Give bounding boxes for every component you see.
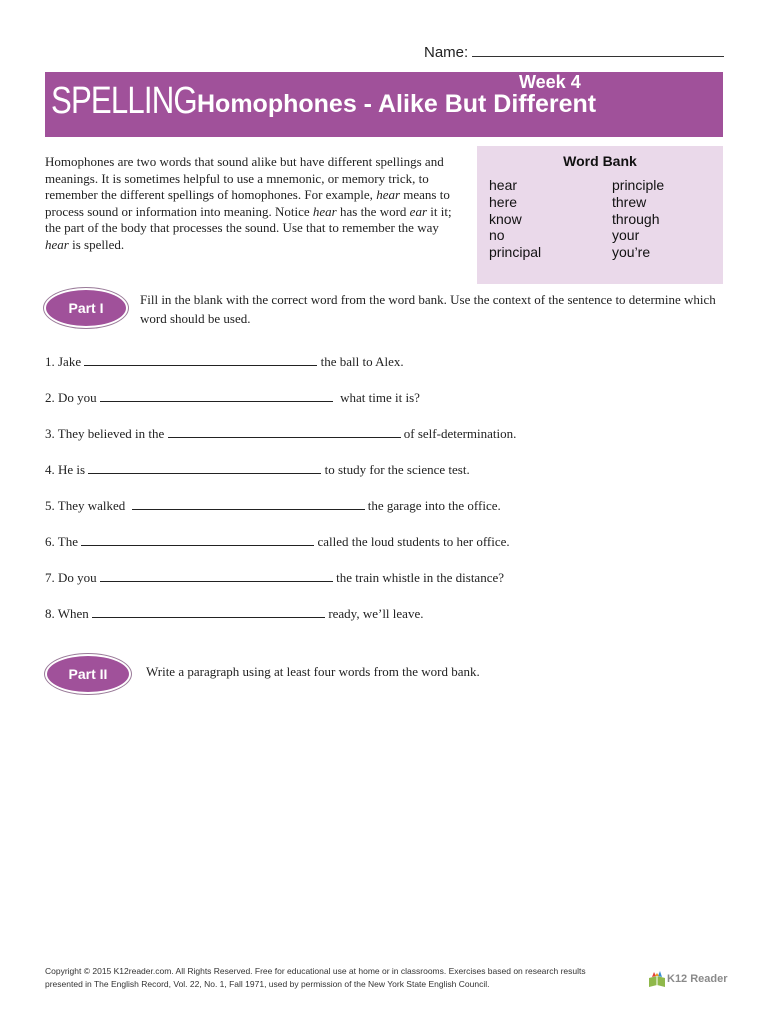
question-prefix: 4. He is (45, 462, 86, 477)
question-suffix: the garage into the office. (367, 498, 501, 513)
part-1-instructions: Fill in the blank with the correct word from the word bank. Use the context of the sentence to determine which word should be used. (140, 292, 716, 326)
intro-paragraph (45, 154, 465, 253)
word-bank-word: no (489, 227, 505, 244)
topic-title: Homophones - Alike But Different (197, 90, 597, 118)
word-bank-word: through (612, 210, 660, 227)
question-suffix: called the loud students to her office. (317, 534, 510, 549)
copyright-footer: Copyright © 2015 K12reader.com. All Rights Reserved. Free for educational use at home or in classrooms. Exercises based on research results presented in The English Record, Vol. 22, No. 1, Fall 1971, used by permission of the New York State English Council. (45, 966, 586, 989)
answer-blank-1[interactable] (84, 353, 317, 366)
word-bank-word: threw (612, 193, 647, 210)
intro-emphasis: hear (376, 187, 401, 202)
question-7 (45, 569, 504, 586)
question-2 (45, 389, 420, 406)
title-banner (45, 72, 723, 137)
intro-text: Homophones are two words that sound alike but have different spellings and meanings. It is sometimes helpful to use a mnemonic, or memory trick, to remember the different spellings of homophones. For example, (45, 154, 444, 202)
question-suffix: what time it is? (340, 390, 420, 405)
question-suffix: the train whistle in the distance? (336, 570, 505, 585)
word-bank-word: your (612, 227, 640, 244)
question-8 (45, 605, 423, 622)
paragraph-answer-area[interactable] (45, 700, 723, 950)
answer-blank-4[interactable] (88, 461, 321, 474)
intro-emphasis: hear (45, 236, 69, 252)
word-bank-word: know (489, 210, 522, 227)
intro-text: has the word (336, 203, 410, 219)
question-prefix: 7. Do you (45, 570, 97, 585)
question-4 (45, 461, 470, 478)
question-suffix: to study for the science test. (324, 462, 470, 477)
word-bank-word: hear (489, 177, 518, 193)
answer-blank-5[interactable] (132, 497, 365, 510)
part-2-instructions: Write a paragraph using at least four words from the word bank. (146, 664, 480, 679)
question-suffix: of self-determination. (403, 426, 517, 441)
question-1 (45, 353, 404, 370)
question-prefix: 6. The (45, 534, 78, 549)
question-suffix: the ball to Alex. (320, 354, 404, 369)
name-label: Name: (424, 44, 469, 61)
subject-title: SPELLING (51, 80, 197, 122)
name-blank-line[interactable] (472, 41, 724, 57)
intro-text: it it; the part of the body that processes the sound. Use that to remember the way (45, 203, 452, 235)
question-prefix: 2. Do you (45, 390, 97, 405)
name-field-row (424, 41, 724, 61)
intro-emphasis: ear (409, 203, 428, 219)
word-bank-column-1 (489, 177, 541, 261)
week-label: Week 4 (519, 72, 581, 92)
answer-blank-8[interactable] (92, 605, 325, 618)
word-bank-word: principal (489, 244, 542, 261)
intro-text: is spelled. (68, 236, 125, 252)
answer-blank-2[interactable] (100, 389, 333, 402)
question-3 (45, 425, 516, 442)
intro-text: means to process sound or information into meaning. Notice (45, 187, 450, 219)
k12-reader-logo (647, 970, 727, 990)
part-2-badge: Part II (47, 656, 129, 692)
word-bank-title: Word Bank (563, 153, 637, 169)
question-prefix: 3. They believed in the (45, 426, 165, 441)
answer-blank-7[interactable] (100, 569, 333, 582)
question-5 (45, 497, 501, 514)
word-bank-word: here (489, 193, 518, 210)
question-prefix: 8. When (45, 606, 89, 621)
question-suffix: ready, we’ll leave. (328, 606, 424, 621)
book-icon (647, 971, 667, 989)
question-6 (45, 533, 510, 550)
word-bank (477, 146, 723, 284)
part-1-badge: Part I (46, 290, 126, 326)
intro-emphasis: hear (312, 203, 337, 219)
answer-blank-3[interactable] (168, 425, 401, 438)
answer-blank-6[interactable] (81, 533, 314, 546)
logo-text: K12 Reader (667, 973, 728, 985)
word-bank-word: principle (612, 177, 665, 193)
question-prefix: 1. Jake (45, 354, 82, 369)
word-bank-column-2 (612, 177, 664, 261)
question-prefix: 5. They walked (45, 498, 126, 513)
word-bank-word: you’re (612, 244, 651, 261)
